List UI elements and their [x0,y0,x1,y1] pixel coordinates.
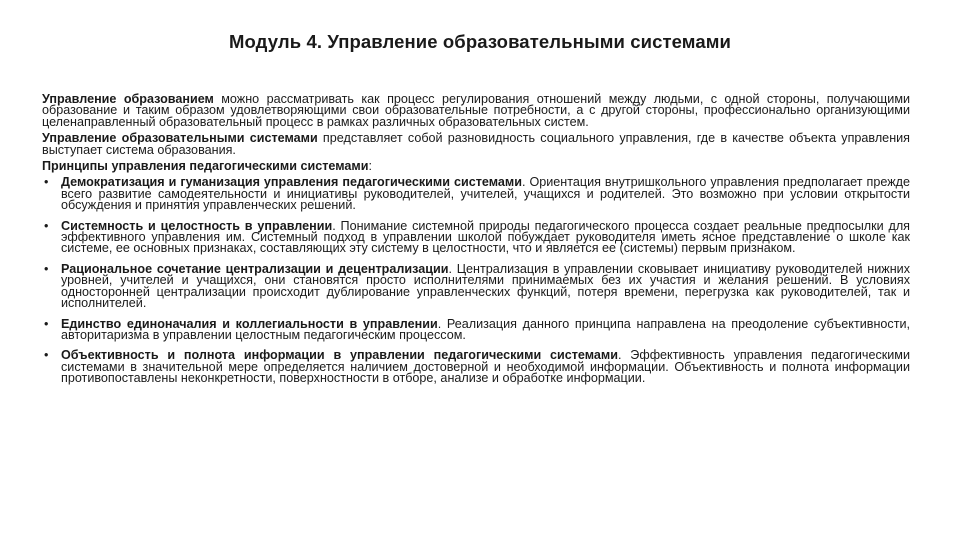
bullet-icon: • [44,348,49,363]
paragraph-text: представляет собой разновидность социального управления, где в качестве объекта управления выступает система образования. [42,131,910,157]
principle-text: . Ориентация внутришкольного управления предполагает прежде всего развитие самодеятельности и инициативы руководителей, учителей, учащихся и родителей. Это возможно при условии открытости обсуждения и принятия управленческих решений. [61,175,910,213]
paragraph-term: Управление образовательными системами [42,131,318,146]
paragraph-term: Управление образованием [42,92,214,106]
principles-list [42,177,910,384]
slide-title: Модуль 4. Управление образовательными системами [229,31,731,52]
principle-item-systemic [42,218,910,256]
principle-text: . Эффективность управления педагогическими системами в значительной мере определяется наличием достоверной и необходимой информации. Объективность и полнота информации противопоставлены неконкретности, поверхностности в отборе, анализе и обработке информации. [61,348,911,386]
principle-text: . Реализация данного принципа направлена на преодоление субъективности, авторитаризма в управлении целостным педагогическим процессом. [61,316,911,342]
bullet-icon: • [44,261,49,276]
principle-item-information [42,350,910,384]
bullet-icon: • [44,316,49,331]
principle-title: Единство единоначалия и коллегиальности в управлении [61,316,438,331]
principle-text: . Понимание системной природы педагогического процесса создает реальные предпосылки для эффективного управления им. Системный подход в управлении школой побуждает руководителя иметь ясное представление о школе как системе, ее основных признаках, составляющих эту систему в целостности, что и является ее (системы) первым признаком. [61,218,910,256]
principle-title: Демократизация и гуманизация управления педагогическими системами [61,175,522,190]
principle-item-unity [42,316,911,342]
principle-title: Объективность и полнота информации в управлении педагогическими системами [61,348,618,363]
principles-heading [42,161,910,172]
paragraph-text: можно рассматривать как процесс регулирования отношений между людьми, с одной стороны, получающими образование и таким образом удовлетворяющими свои образовательные потребности, а с другой стороны, профессионально организующими целенаправленный образовательный процесс в рамках различных образовательных систем. [42,92,911,129]
principle-title: Системность и целостность в управлении [61,218,333,233]
principles-heading-colon: : [368,159,372,174]
paragraph-management-of-education [42,94,910,128]
principle-item-centralization [42,261,910,311]
principle-title: Рациональное сочетание централизации и децентрализации [61,261,449,276]
paragraph-management-of-educational-systems [42,133,910,156]
slide-content [42,94,910,394]
bullet-icon: • [44,175,49,190]
bullet-icon: • [44,218,49,233]
principle-item-democratization [42,177,910,211]
principle-text: . Централизация в управлении сковывает инициативу руководителей нижних уровней, учителей и учащихся, они становятся просто исполнителями принимаемых без их участия и желания решений. В условиях односторонней централизации происходит дублирование управленческих функций, потеря времени, перегрузка как руководителей, так и исполнителей. [61,261,910,311]
principles-heading-term: Принципы управления педагогическими системами [42,159,369,174]
